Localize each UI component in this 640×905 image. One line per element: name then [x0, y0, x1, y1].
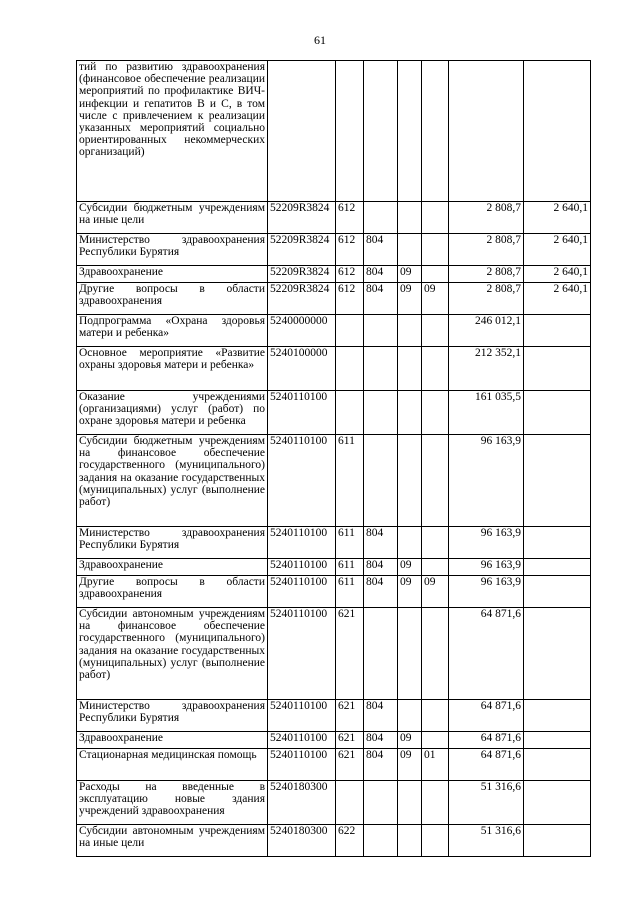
subsection-code-cell	[422, 559, 449, 576]
table-row	[77, 749, 591, 781]
amount-2-cell	[524, 315, 591, 347]
table-row	[77, 202, 591, 234]
row-name-cell: Министерство здравоохранения Республики Бурятия	[77, 527, 268, 559]
subsection-code-cell	[422, 347, 449, 391]
amount-1-cell: 96 163,9	[449, 527, 524, 559]
admin-code-cell: 804	[364, 576, 398, 608]
amount-2-cell	[524, 435, 591, 527]
row-name-cell: Другие вопросы в области здравоохранения	[77, 576, 268, 608]
admin-code-cell: 804	[364, 283, 398, 315]
row-name-cell: Министерство здравоохранения Республики Бурятия	[77, 234, 268, 266]
section-code-cell: 09	[398, 732, 422, 749]
subsection-code-cell: 09	[422, 283, 449, 315]
target-article-cell: 52209R3824	[268, 202, 336, 234]
page-number: 61	[314, 33, 326, 47]
target-article-cell: 5240110100	[268, 749, 336, 781]
subsection-code-cell	[422, 825, 449, 857]
section-code-cell: 09	[398, 266, 422, 283]
subsection-code-cell	[422, 527, 449, 559]
expense-type-cell: 612	[336, 234, 364, 266]
expense-type-cell	[336, 391, 364, 435]
table-row	[77, 347, 591, 391]
admin-code-cell: 804	[364, 266, 398, 283]
admin-code-cell: 804	[364, 559, 398, 576]
table-row	[77, 234, 591, 266]
row-name-cell: Другие вопросы в области здравоохранения	[77, 283, 268, 315]
target-article-cell: 5240110100	[268, 559, 336, 576]
row-name-cell: Министерство здравоохранения Республики Бурятия	[77, 700, 268, 732]
expense-type-cell	[336, 61, 364, 202]
amount-2-cell	[524, 61, 591, 202]
admin-code-cell	[364, 781, 398, 825]
expense-type-cell: 621	[336, 608, 364, 700]
amount-1-cell: 2 808,7	[449, 202, 524, 234]
section-code-cell	[398, 700, 422, 732]
row-name-cell: Здравоохранение	[77, 732, 268, 749]
amount-1-cell: 64 871,6	[449, 749, 524, 781]
target-article-cell: 52209R3824	[268, 266, 336, 283]
section-code-cell	[398, 825, 422, 857]
row-name-cell: Оказание учреждениями (организациями) услуг (работ) по охране здоровья матери и ребенка	[77, 391, 268, 435]
admin-code-cell: 804	[364, 527, 398, 559]
admin-code-cell	[364, 315, 398, 347]
target-article-cell: 5240110100	[268, 732, 336, 749]
admin-code-cell	[364, 347, 398, 391]
table-row	[77, 559, 591, 576]
target-article-cell: 5240110100	[268, 576, 336, 608]
amount-2-cell	[524, 732, 591, 749]
table-row	[77, 435, 591, 527]
subsection-code-cell	[422, 234, 449, 266]
target-article-cell: 5240110100	[268, 608, 336, 700]
expense-type-cell: 611	[336, 527, 364, 559]
admin-code-cell	[364, 202, 398, 234]
row-name-cell: Субсидии бюджетным учреждениям на финансовое обеспечение государственного (муниципального) задания на оказание государственных (муниципальных) услуг (выполнение работ)	[77, 435, 268, 527]
expense-type-cell: 612	[336, 202, 364, 234]
admin-code-cell: 804	[364, 749, 398, 781]
section-code-cell	[398, 608, 422, 700]
amount-2-cell	[524, 781, 591, 825]
section-code-cell: 09	[398, 283, 422, 315]
section-code-cell	[398, 234, 422, 266]
amount-1-cell	[449, 61, 524, 202]
section-code-cell	[398, 391, 422, 435]
target-article-cell: 52209R3824	[268, 234, 336, 266]
target-article-cell: 5240000000	[268, 315, 336, 347]
amount-2-cell: 2 640,1	[524, 234, 591, 266]
amount-1-cell: 96 163,9	[449, 435, 524, 527]
table-row	[77, 732, 591, 749]
subsection-code-cell	[422, 391, 449, 435]
target-article-cell: 52209R3824	[268, 283, 336, 315]
expense-type-cell: 612	[336, 266, 364, 283]
amount-2-cell: 2 640,1	[524, 202, 591, 234]
amount-1-cell: 246 012,1	[449, 315, 524, 347]
expense-type-cell	[336, 781, 364, 825]
expense-type-cell	[336, 315, 364, 347]
row-name-cell: Субсидии автономным учреждениям на иные цели	[77, 825, 268, 857]
table-row	[77, 266, 591, 283]
section-code-cell: 09	[398, 749, 422, 781]
subsection-code-cell	[422, 315, 449, 347]
amount-2-cell	[524, 576, 591, 608]
subsection-code-cell: 01	[422, 749, 449, 781]
admin-code-cell: 804	[364, 732, 398, 749]
target-article-cell: 5240110100	[268, 435, 336, 527]
section-code-cell	[398, 61, 422, 202]
target-article-cell: 5240110100	[268, 700, 336, 732]
amount-1-cell: 51 316,6	[449, 781, 524, 825]
table-row	[77, 527, 591, 559]
admin-code-cell	[364, 435, 398, 527]
expense-type-cell: 611	[336, 559, 364, 576]
table-row	[77, 608, 591, 700]
section-code-cell	[398, 347, 422, 391]
admin-code-cell	[364, 825, 398, 857]
target-article-cell: 5240110100	[268, 527, 336, 559]
section-code-cell	[398, 781, 422, 825]
admin-code-cell: 804	[364, 700, 398, 732]
expense-type-cell: 611	[336, 576, 364, 608]
table-row	[77, 391, 591, 435]
table-row	[77, 61, 591, 202]
target-article-cell: 5240180300	[268, 825, 336, 857]
amount-1-cell: 64 871,6	[449, 608, 524, 700]
subsection-code-cell	[422, 266, 449, 283]
section-code-cell	[398, 435, 422, 527]
subsection-code-cell	[422, 732, 449, 749]
subsection-code-cell	[422, 435, 449, 527]
amount-1-cell: 51 316,6	[449, 825, 524, 857]
target-article-cell: 5240100000	[268, 347, 336, 391]
row-name-cell: Субсидии автономным учреждениям на финансовое обеспечение государственного (муниципального) задания на оказание государственных (муниципальных) услуг (выполнение работ)	[77, 608, 268, 700]
section-code-cell	[398, 527, 422, 559]
section-code-cell	[398, 202, 422, 234]
row-name-cell: Расходы на введенные в эксплуатацию новые здания учреждений здравоохранения	[77, 781, 268, 825]
row-name-cell: Подпрограмма «Охрана здоровья матери и ребенка»	[77, 315, 268, 347]
subsection-code-cell	[422, 202, 449, 234]
table-row	[77, 825, 591, 857]
admin-code-cell	[364, 608, 398, 700]
row-name-cell: Субсидии бюджетным учреждениям на иные цели	[77, 202, 268, 234]
expense-type-cell: 621	[336, 749, 364, 781]
table-body	[77, 61, 591, 857]
amount-1-cell: 96 163,9	[449, 576, 524, 608]
table-row	[77, 700, 591, 732]
subsection-code-cell	[422, 700, 449, 732]
subsection-code-cell	[422, 608, 449, 700]
amount-2-cell	[524, 347, 591, 391]
expense-type-cell: 621	[336, 700, 364, 732]
section-code-cell: 09	[398, 576, 422, 608]
expense-type-cell: 612	[336, 283, 364, 315]
row-name-cell: Здравоохранение	[77, 559, 268, 576]
amount-2-cell	[524, 391, 591, 435]
amount-2-cell	[524, 527, 591, 559]
amount-2-cell	[524, 559, 591, 576]
amount-2-cell	[524, 825, 591, 857]
admin-code-cell	[364, 391, 398, 435]
amount-1-cell: 64 871,6	[449, 700, 524, 732]
row-name-cell: Основное мероприятие «Развитие охраны здоровья матери и ребенка»	[77, 347, 268, 391]
amount-1-cell: 2 808,7	[449, 266, 524, 283]
table-row	[77, 576, 591, 608]
section-code-cell: 09	[398, 559, 422, 576]
admin-code-cell: 804	[364, 234, 398, 266]
amount-1-cell: 212 352,1	[449, 347, 524, 391]
table-row	[77, 315, 591, 347]
row-name-cell: Стационарная медицинская помощь	[77, 749, 268, 781]
amount-2-cell	[524, 749, 591, 781]
amount-1-cell: 161 035,5	[449, 391, 524, 435]
amount-2-cell	[524, 700, 591, 732]
admin-code-cell	[364, 61, 398, 202]
amount-1-cell: 64 871,6	[449, 732, 524, 749]
expense-type-cell: 622	[336, 825, 364, 857]
expense-type-cell: 621	[336, 732, 364, 749]
amount-2-cell: 2 640,1	[524, 266, 591, 283]
subsection-code-cell	[422, 781, 449, 825]
section-code-cell	[398, 315, 422, 347]
subsection-code-cell: 09	[422, 576, 449, 608]
table-row	[77, 781, 591, 825]
target-article-cell: 5240110100	[268, 391, 336, 435]
amount-1-cell: 96 163,9	[449, 559, 524, 576]
target-article-cell: 5240180300	[268, 781, 336, 825]
amount-1-cell: 2 808,7	[449, 234, 524, 266]
amount-2-cell	[524, 608, 591, 700]
amount-2-cell: 2 640,1	[524, 283, 591, 315]
target-article-cell	[268, 61, 336, 202]
subsection-code-cell	[422, 61, 449, 202]
budget-table	[76, 60, 591, 857]
row-name-cell: тий по развитию здравоохранения (финансовое обеспечение реализации мероприятий по профилактике ВИЧ-инфекции и гепатитов В и С, в том числе с привлечением к реализации указанных мероприятий социально ориентированных некоммерческих организаций)	[77, 61, 268, 202]
amount-1-cell: 2 808,7	[449, 283, 524, 315]
row-name-cell: Здравоохранение	[77, 266, 268, 283]
expense-type-cell	[336, 347, 364, 391]
expense-type-cell: 611	[336, 435, 364, 527]
table-row	[77, 283, 591, 315]
